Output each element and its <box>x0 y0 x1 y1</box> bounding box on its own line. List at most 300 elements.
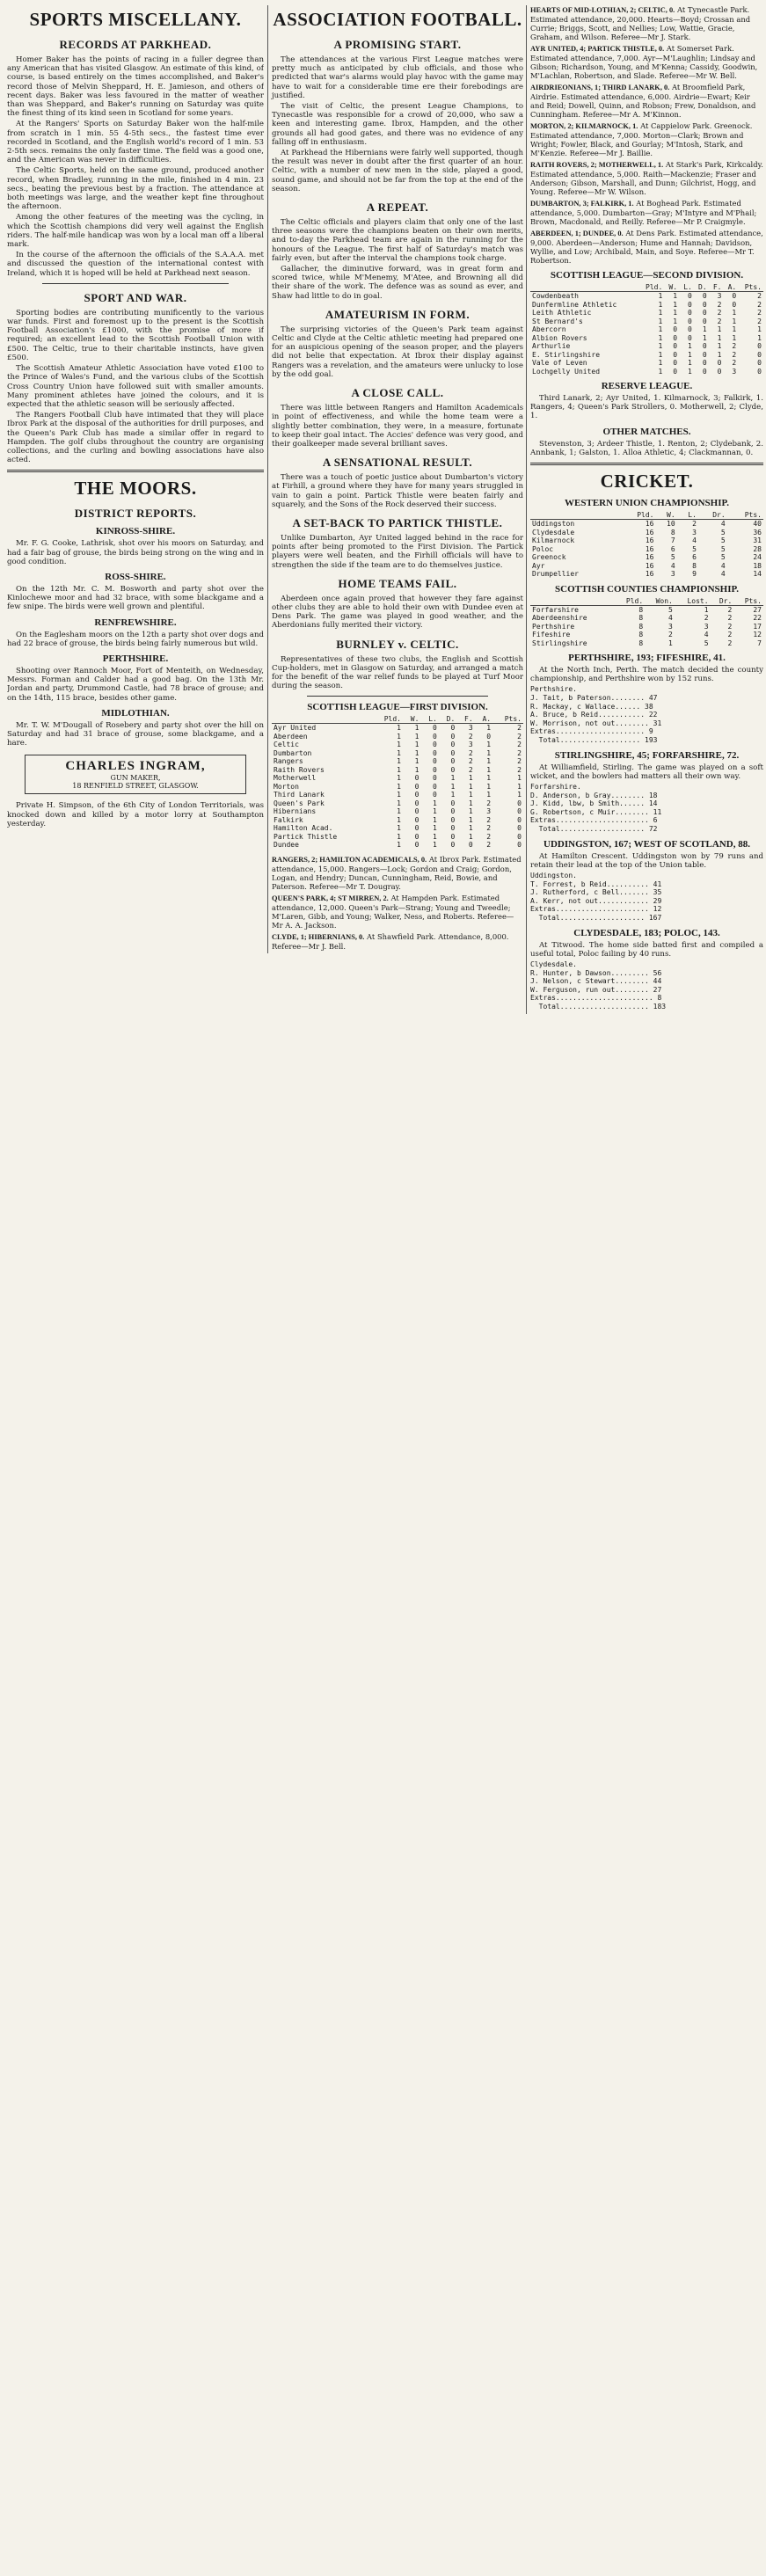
reserve-results: Third Lanark, 2; Ayr United, 1. Kilmarnock, 3; Falkirk, 1. Rangers, 4; Queen's Park Strollers, 0. Motherwell, 2; Clyde, 1. <box>530 394 763 421</box>
table-cell: Dumbarton <box>274 748 312 757</box>
match-title: DUMBARTON, 3; FALKIRK, 1. <box>530 200 634 208</box>
table-cell: Ayr <box>532 561 545 570</box>
match-text: At Ibrox Park. Estimated attendance, 15,000. Rangers—Lock; Gordon and Craig; Gordon, Logan, and Hendry; Duncan, Cunningham, Reid, Bowie, and Paterson. Referee—Mr T. Dougray. <box>272 854 522 891</box>
match-text: At Cappielow Park. Greenock. Estimated attendance, 7,000. Morton—Clark; Brown and Wright; Fowler, Black, and Gourlay; M'Intosh, Stark, and M'Kenzie. Referee—Mr J. Baillie. <box>530 121 753 157</box>
table-cell: 2 <box>517 748 522 757</box>
table-cell: 0 <box>450 724 456 733</box>
table-row <box>530 605 763 614</box>
table-cell: 1 <box>673 309 678 317</box>
table-cell: 1 <box>397 799 401 807</box>
table-cell: Queen's Park <box>274 799 325 807</box>
table-cell: 0 <box>673 342 678 350</box>
table-cell: 18 <box>753 561 762 570</box>
table-cell: 1 <box>668 639 673 647</box>
paragraph: At Parkhead the Hibernians were fairly well supported, though the result was never in doubt after the first quarter of an hour. Celtic, with a number of new men in the side, played a good, sound game, and should not be far from the top at the end of the season. <box>272 149 523 193</box>
table-cell: 1 <box>717 325 722 333</box>
table-cell: 1 <box>658 292 663 300</box>
table-cell: 1 <box>397 724 401 733</box>
table-cell: Hamilton Acad. <box>274 824 333 833</box>
column-header: D. <box>439 715 456 724</box>
table-cell: 0 <box>757 367 762 376</box>
table-cell: 0 <box>517 799 522 807</box>
gunmaker-advertisement <box>25 755 246 794</box>
section-title: ASSOCIATION FOOTBALL. <box>273 9 522 30</box>
table-cell: E. Stirlingshire <box>532 350 601 359</box>
paragraph: Homer Baker has the points of racing in a fuller degree than any American that has visited Glasgow. An estimate of this kind, of course, is based entirely on the times accomplished, and Baker's record those of Melvin Sheppard, H. E. Jamieson, and others of recent days. Baker was less favoured in the matter of weather than was Sheppard, and Baker's running on Saturday was quite the finest thing of its kind seen in Scotland for some years. <box>7 55 264 119</box>
table-row <box>530 562 763 571</box>
table-cell: 2 <box>486 832 492 841</box>
table-cell: 0 <box>433 757 437 766</box>
table-cell: 1 <box>517 782 522 791</box>
district-text: Mr. T. W. M'Dougall of Rosebery and party shot over the hill on Saturday and had 31 brace of grouse, some blackgame, and a hare. <box>7 720 264 748</box>
counties-heading: SCOTTISH COUNTIES CHAMPIONSHIP. <box>555 583 739 595</box>
table-cell: 1 <box>673 317 678 325</box>
table-cell: 1 <box>658 342 663 350</box>
table-cell: 4 <box>704 631 709 639</box>
match-report <box>530 229 763 265</box>
table-row <box>272 799 523 808</box>
table-cell: 3 <box>717 292 722 300</box>
table-row <box>530 309 763 317</box>
table-cell: 2 <box>517 724 522 733</box>
table-cell: 1 <box>486 782 492 791</box>
table-cell: 4 <box>692 536 697 545</box>
advertiser-trade: GUN MAKER, <box>110 774 161 783</box>
match-text: At Tynecastle Park. Estimated attendance, 20,000. Hearts—Boyd; Crossan and Currie; Briggs, Scott, and Nellies; Low, Wattie, Gracie, Graham, and Wilson. Referee—Mr J. Stark. <box>530 5 751 41</box>
table-cell: 5 <box>720 528 726 536</box>
table-cell: 0 <box>414 799 419 807</box>
table-cell: 1 <box>397 765 401 774</box>
table-cell: 27 <box>753 605 762 614</box>
football-articles <box>272 38 523 690</box>
table-cell: 3 <box>670 570 675 579</box>
table-cell: 0 <box>757 359 762 367</box>
match-report <box>530 121 763 157</box>
table-cell: 8 <box>638 605 644 614</box>
table-cell: Poloc <box>532 544 554 553</box>
column-header: Dr. <box>711 597 734 606</box>
table-cell: 0 <box>673 359 678 367</box>
table-cell: 10 <box>667 520 675 529</box>
table-cell: 4 <box>720 520 726 529</box>
match-text: At Hampden Park. Estimated attendance, 12,000. Queen's Park—Strang; Young and Tweedle; M'Laren, Gibb, and Young; Walker, Ness, and Roberts. Referee—Mr A. A. Jackson. <box>272 893 514 930</box>
table-cell: 1 <box>433 807 437 816</box>
paragraph: There was little between Rangers and Hamilton Academicals in point of effectiveness, and while the home team were a slightly better combination, they were, in a measure, fortunate to keep their goal intact. The Accies' defence was very good, and their goalkeeper made several brilliant saves. <box>272 404 523 449</box>
table-cell: 1 <box>450 774 456 783</box>
scorecard: Perthshire. J. Tait, b Paterson........ 47 R. Mackay, c Wallace...... 38 A. Bruce, b Reid........... 22 W. Morrison, not out........ 31 Extras..................... 9 Total................... 193 <box>530 685 662 744</box>
district-name: RENFREWSHIRE. <box>94 617 177 628</box>
column-header: W. <box>403 715 420 724</box>
table-cell: 1 <box>717 333 722 342</box>
table-cell: 0 <box>486 732 492 741</box>
column-header: Pld. <box>615 597 645 606</box>
table-cell: 0 <box>414 815 419 824</box>
table-cell: 12 <box>753 631 762 639</box>
match-report <box>272 932 523 951</box>
table-cell: 2 <box>757 317 762 325</box>
table-cell: Hibernians <box>274 807 317 816</box>
table-row <box>530 545 763 554</box>
table-row <box>272 841 523 850</box>
table-cell: 1 <box>433 832 437 841</box>
table-row <box>530 639 763 648</box>
table-cell: 1 <box>397 824 401 833</box>
table-cell: 1 <box>397 807 401 816</box>
match-text: At Boghead Park. Estimated attendance, 5,000. Dumbarton—Gray; M'Intyre and M'Phail; Brown, Macdonald, and Reilly. Referee—Mr P. Craigmyle. <box>530 199 757 226</box>
column-header: Pts. <box>492 715 523 724</box>
table-row <box>530 570 763 579</box>
paragraph: The attendances at the various First League matches were pretty much as anticipated by club officials, and those who predicted that war's alarms would play havoc with the game may have to wait for a considerable time ere their forebodings are justified. <box>272 55 523 100</box>
table-cell: 0 <box>673 367 678 376</box>
table-cell: 1 <box>468 799 473 807</box>
table-cell: 1 <box>757 325 762 333</box>
district-name: PERTHSHIRE. <box>102 653 169 664</box>
table-cell: Vale of Leven <box>532 359 587 367</box>
table-cell: 5 <box>670 553 675 562</box>
league-table-second-division <box>530 283 763 376</box>
table-cell: 0 <box>450 799 456 807</box>
table-row <box>272 824 523 833</box>
scorecard: Clydesdale. R. Hunter, b Dawson......... 56 J. Nelson, c Stewart........ 44 W. Ferguson, run out........ 27 Extras....................... 8 Total..................... 183 <box>530 960 667 1011</box>
table-cell: 2 <box>717 309 722 317</box>
table-cell: 2 <box>727 614 733 623</box>
table-cell: Third Lanark <box>274 791 325 799</box>
table-cell: Fifeshire <box>532 631 571 639</box>
table-row <box>272 807 523 816</box>
table-cell: 0 <box>414 782 419 791</box>
table-row <box>530 614 763 623</box>
advertiser-address: 18 RENFIELD STREET, GLASGOW. <box>72 782 199 791</box>
table-cell: Perthshire <box>532 622 575 631</box>
table-row <box>530 292 763 301</box>
table-cell: 1 <box>688 359 692 367</box>
paragraph: There was a touch of poetic justice about Dumbarton's victory at Firhill, a ground where they have for many years struggled in vain to gain a point. Partick Thistle were beaten fairly and squarely, and the Sons of the Rock deserved their success. <box>272 473 523 509</box>
table-cell: 1 <box>433 841 437 850</box>
table-cell: 0 <box>673 325 678 333</box>
table-cell: 1 <box>433 824 437 833</box>
table-row <box>530 529 763 537</box>
match-text: At Shawfield Park. Attendance, 8,000. Referee—Mr J. Bell. <box>272 931 509 951</box>
match-report <box>530 5 763 41</box>
table-cell: Arthurlie <box>532 342 571 350</box>
table-row <box>272 791 523 799</box>
table-cell: 0 <box>450 732 456 741</box>
article-heading: A SENSATIONAL RESULT. <box>322 456 473 470</box>
table-cell: 2 <box>727 605 733 614</box>
counties-table <box>530 597 763 648</box>
column-header: Lost. <box>675 597 711 606</box>
district-text: On the 12th Mr. C. M. Bosworth and party shot over the Kinlochewe moor and had 32 brace, with some blackgame and a few snipe. The birds were well grown and plentiful. <box>7 584 264 612</box>
closing-paragraph: Private H. Simpson, of the 6th City of London Territorials, was knocked down and killed by a motor lorry at Southampton yesterday. <box>7 801 264 828</box>
table-row <box>530 520 763 529</box>
table-cell: 16 <box>645 561 654 570</box>
match-report <box>272 855 523 891</box>
table-cell: 0 <box>717 359 722 367</box>
table-cell: 2 <box>704 614 709 623</box>
column-header: Won. <box>645 597 675 606</box>
match-title: CLYDE, 1; HIBERNIANS, 0. <box>272 932 365 941</box>
table-cell: 1 <box>658 367 663 376</box>
match-title: AIRDRIEONIANS, 1; THIRD LANARK, 0. <box>530 84 670 91</box>
table-row <box>272 783 523 792</box>
league-table-heading: SCOTTISH LEAGUE—SECOND DIVISION. <box>550 270 744 281</box>
table-cell: 36 <box>753 528 762 536</box>
table-row <box>272 816 523 825</box>
column-header <box>530 511 619 520</box>
column-header: W. <box>664 283 679 292</box>
table-row <box>530 553 763 562</box>
scorecard: Uddingston. T. Forrest, b Reid.......... 41 J. Rutherford, c Bell....... 35 A. Kerr, not out............ 29 Extras...................... 12 Total.................... 167 <box>530 871 662 922</box>
table-cell: 0 <box>450 765 456 774</box>
table-cell: 16 <box>645 520 654 529</box>
table-cell: 0 <box>757 342 762 350</box>
table-cell: 0 <box>688 300 692 309</box>
table-cell: Forfarshire <box>532 605 579 614</box>
table-cell: 1 <box>414 765 419 774</box>
table-cell: 2 <box>757 300 762 309</box>
table-cell: 1 <box>414 748 419 757</box>
column-header: F. <box>456 715 474 724</box>
table-row <box>272 724 523 733</box>
table-cell: 4 <box>720 561 726 570</box>
table-cell: 2 <box>717 317 722 325</box>
table-cell: Partick Thistle <box>274 832 338 841</box>
table-cell: 1 <box>517 774 522 783</box>
table-cell: 4 <box>720 570 726 579</box>
table-cell: 3 <box>486 807 492 816</box>
article-heading: A PROMISING START. <box>333 38 462 51</box>
table-cell: 3 <box>668 622 673 631</box>
table-row <box>272 774 523 783</box>
match-title: ABERDEEN, 1; DUNDEE, 0. <box>530 230 624 237</box>
other-results: Stevenston, 3; Ardeer Thistle, 1. Renton, 2; Clydebank, 2. Annbank, 1; Galston, 1. Alloa Athletic, 4; Clackmannan, 0. <box>530 439 763 457</box>
paragraph: Representatives of these two clubs, the English and Scottish Cup-holders, met in Glasgow on Saturday, and arranged a match for the benefit of the war relief funds to be played at Turf Moor during the season. <box>272 654 523 691</box>
table-cell: 0 <box>450 815 456 824</box>
article-heading: A SET-BACK TO PARTICK THISTLE. <box>292 515 503 529</box>
table-cell: 1 <box>757 333 762 342</box>
table-cell: 0 <box>414 807 419 816</box>
table-cell: 4 <box>670 561 675 570</box>
table-cell: 16 <box>645 553 654 562</box>
table-cell: 1 <box>450 782 456 791</box>
match-report <box>530 160 763 196</box>
table-cell: 5 <box>668 605 673 614</box>
table-cell: 1 <box>468 774 473 783</box>
table-cell: 0 <box>450 748 456 757</box>
table-cell: 2 <box>517 765 522 774</box>
paragraph: Sporting bodies are contributing munificently to the various war funds. First and foremost up to the present is the Scottish Football Association's £1000, with the promise of more if required; an excellent lead to the Scottish Football Union with £500. The Celtic, true to their charitable instincts, have given £500. <box>7 308 264 362</box>
moors-title: THE MOORS. <box>74 478 197 500</box>
match-summary: At the North Inch, Perth. The match decided the county championship, and Perthshire won by 152 runs. <box>530 666 763 684</box>
table-cell: 0 <box>433 732 437 741</box>
table-cell: 1 <box>414 724 419 733</box>
table-row <box>272 741 523 749</box>
column-association-football <box>267 5 523 953</box>
table-cell: 2 <box>517 741 522 749</box>
table-cell: 0 <box>450 832 456 841</box>
table-cell: St Bernard's <box>532 317 583 325</box>
column-results-cricket <box>526 5 763 1014</box>
table-cell: 2 <box>727 631 733 639</box>
match-summary: At Williamfield, Stirling. The game was played on a soft wicket, and the bowlers had matters all their own way. <box>530 763 763 781</box>
table-cell: Celtic <box>274 741 299 749</box>
table-cell: 0 <box>688 317 692 325</box>
table-cell: 2 <box>468 765 473 774</box>
table-cell: 2 <box>692 520 697 529</box>
table-cell: 0 <box>702 367 707 376</box>
table-cell: Cowdenbeath <box>532 292 579 300</box>
table-cell: 0 <box>414 824 419 833</box>
table-cell: 0 <box>450 741 456 749</box>
district-name: MIDLOTHIAN. <box>101 707 170 719</box>
match-report <box>272 894 523 930</box>
table-cell: 1 <box>397 815 401 824</box>
table-cell: 1 <box>468 791 473 799</box>
reserve-heading: RESERVE LEAGUE. <box>601 381 693 391</box>
table-cell: 2 <box>468 748 473 757</box>
column-header: Pld. <box>639 283 665 292</box>
column-sports-miscellany <box>7 5 264 830</box>
paragraph: Unlike Dumbarton, Ayr United lagged behind in the race for points after being promoted to the First Division. The Partick players were well beaten, and the Firhill officials will have to strengthen the side if the team are to do themselves justice. <box>272 533 523 570</box>
column-header <box>272 715 372 724</box>
table-cell: 0 <box>450 807 456 816</box>
table-row <box>530 317 763 326</box>
table-cell: 1 <box>486 791 492 799</box>
article-heading: BURNLEY v. CELTIC. <box>336 637 459 651</box>
table-cell: 3 <box>732 367 737 376</box>
table-cell: 0 <box>433 774 437 783</box>
table-cell: 1 <box>414 757 419 766</box>
table-cell: Uddingston <box>532 520 575 529</box>
table-cell: 0 <box>450 841 456 850</box>
table-cell: 4 <box>668 614 673 623</box>
table-cell: 1 <box>468 824 473 833</box>
table-row <box>530 536 763 545</box>
table-row <box>272 833 523 842</box>
paragraph: Aberdeen once again proved that however they fare against other clubs they are able to hold their own with Dundee even at Dens Park. The game was played in good weather, and the Aberdonians fully merited their victory. <box>272 594 523 631</box>
table-cell: 0 <box>688 333 692 342</box>
column-header: A. <box>723 283 738 292</box>
table-cell: Morton <box>274 782 299 791</box>
table-cell: 1 <box>688 342 692 350</box>
table-cell: 1 <box>732 333 737 342</box>
table-cell: 22 <box>753 614 762 623</box>
table-row <box>530 359 763 368</box>
table-cell: 2 <box>732 350 737 359</box>
western-union-heading: WESTERN UNION CHAMPIONSHIP. <box>565 498 729 509</box>
table-cell: 0 <box>702 300 707 309</box>
column-header: Pld. <box>372 715 403 724</box>
table-cell: 0 <box>688 325 692 333</box>
table-cell: 5 <box>720 553 726 562</box>
table-cell: 17 <box>753 622 762 631</box>
table-cell: 5 <box>720 544 726 553</box>
table-cell: 1 <box>486 774 492 783</box>
table-cell: 0 <box>414 791 419 799</box>
table-cell: 8 <box>638 622 644 631</box>
match-title: RANGERS, 2; HAMILTON ACADEMICALS, 0. <box>272 855 427 864</box>
table-cell: 0 <box>517 824 522 833</box>
table-cell: 1 <box>658 350 663 359</box>
column-header: Pts. <box>738 283 763 292</box>
table-header-row <box>530 511 763 520</box>
table-cell: 16 <box>645 528 654 536</box>
table-cell: 2 <box>668 631 673 639</box>
table-cell: 1 <box>433 799 437 807</box>
table-cell: 0 <box>732 300 737 309</box>
table-cell: Stirlingshire <box>532 639 587 647</box>
article-heading: A CLOSE CALL. <box>351 386 444 400</box>
table-cell: 0 <box>468 841 473 850</box>
match-text: At Somerset Park. Estimated attendance, 7,000. Ayr—M'Laughlin; Lindsay and Gibson; Richardson, Young, and M'Kenna; Cassidy, Goodwin, M'Lachlan, Robertson, and Slade. Referee—Mr W. Bell. <box>530 44 758 80</box>
table-cell: Abercorn <box>532 325 566 333</box>
table-cell: 1 <box>397 782 401 791</box>
table-cell: 0 <box>517 832 522 841</box>
match-title: AYR UNITED, 4; PARTICK THISTLE, 0. <box>530 45 665 53</box>
table-cell: 0 <box>702 350 707 359</box>
district-reports <box>7 526 264 748</box>
table-row <box>272 757 523 766</box>
table-cell: 1 <box>658 325 663 333</box>
table-row <box>272 733 523 741</box>
table-cell: 2 <box>468 757 473 766</box>
paragraph: Gallacher, the diminutive forward, was in great form and scored twice, while M'Menemy, M'Atee, and Browning all did their share of the work. The defence was as sound as ever, and Shaw had little to do in goal. <box>272 265 523 301</box>
district-name: KINROSS-SHIRE. <box>95 526 176 537</box>
table-cell: 1 <box>717 342 722 350</box>
table-cell: 1 <box>397 774 401 783</box>
table-row <box>272 766 523 775</box>
district-text: Mr. F. G. Cooke, Lathrisk, shot over his moors on Saturday, and had a fair bag of grouse, the birds being strong on the wing and in good condition. <box>7 539 264 566</box>
match-heading: PERTHSHIRE, 193; FIFESHIRE, 41. <box>568 653 726 664</box>
table-cell: 8 <box>670 528 675 536</box>
table-cell: 2 <box>517 757 522 766</box>
match-text: At Broomfield Park, Airdrie. Estimated attendance, 6,000. Airdrie—Ewart; Keir and Reid; Dowell, Quinn, and Robson; Frew, Donaldson, and Cunningham. Referee—Mr A. M'Kinnon. <box>530 83 756 119</box>
paragraph: At the Rangers' Sports on Saturday Baker won the half-mile from scratch in 1 min. 55 4-5th secs., the fastest time ever recorded in Scotland, and the English world's record of 1 min. 53 2-5th secs. remains the only faster time. The field was a good one, and the American was never in difficulties. <box>7 120 264 165</box>
table-cell: 2 <box>486 815 492 824</box>
table-cell: 8 <box>692 561 697 570</box>
table-header-row <box>272 715 523 724</box>
table-cell: 0 <box>450 757 456 766</box>
table-cell: 0 <box>702 292 707 300</box>
table-cell: 1 <box>658 359 663 367</box>
table-cell: 2 <box>732 359 737 367</box>
table-cell: 6 <box>692 553 697 562</box>
match-text: At Dens Park. Estimated attendance, 9,000. Aberdeen—Anderson; Hume and Hannah; Davidson, Wyllie, and Low; Archibald, Main, and Soye. Referee—Mr T. Robertson. <box>530 229 763 265</box>
table-cell: 0 <box>757 350 762 359</box>
table-cell: 0 <box>688 292 692 300</box>
section-title: SPORTS MISCELLANY. <box>29 9 242 30</box>
column-header <box>530 283 639 292</box>
match-heading: UDDINGSTON, 167; WEST OF SCOTLAND, 88. <box>543 838 750 850</box>
paragraph: The Celtic officials and players claim that only one of the last three seasons were the champions beaten on their own merits, and to-day the Parkhead team are again in the running for the honours of the League. The first half of Saturday's match was fairly even, but after the interval the champions took charge. <box>272 218 523 263</box>
column-header: W. <box>655 511 676 520</box>
table-cell: 3 <box>468 741 473 749</box>
table-cell: 2 <box>727 622 733 631</box>
table-cell: 0 <box>517 841 522 850</box>
table-cell: 1 <box>717 350 722 359</box>
war-article <box>7 309 264 464</box>
match-summary: At Hamilton Crescent. Uddingston won by 79 runs and retain their lead at the top of the Union table. <box>530 851 763 870</box>
table-cell: Kilmarnock <box>532 536 575 545</box>
table-cell: 0 <box>702 317 707 325</box>
table-cell: 1 <box>688 367 692 376</box>
table-cell: 0 <box>717 367 722 376</box>
table-cell: 2 <box>757 309 762 317</box>
article-heading: HOME TEAMS FAIL. <box>338 576 457 590</box>
table-row <box>530 334 763 343</box>
table-cell: 0 <box>702 309 707 317</box>
table-row <box>530 342 763 351</box>
